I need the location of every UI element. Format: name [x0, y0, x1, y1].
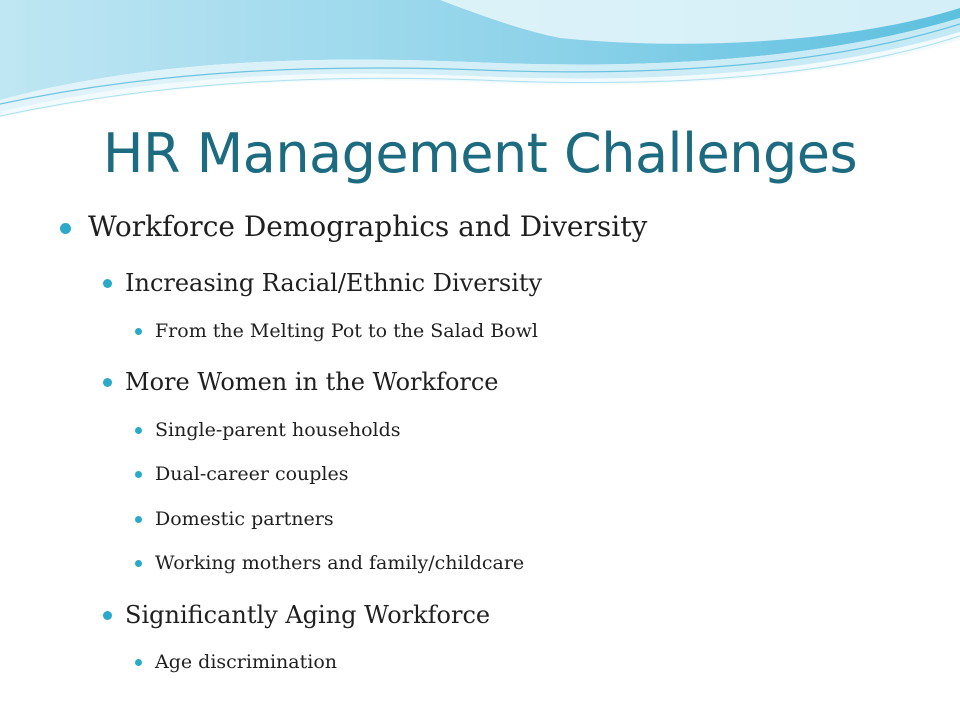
- bullet-dot-icon: [103, 279, 112, 288]
- bullet-text: Workforce Demographics and Diversity: [88, 210, 648, 243]
- slide-title: HR Management Challenges: [102, 122, 858, 185]
- bullet-workforce-demographics: [88, 209, 647, 245]
- bullet-melting-pot: [155, 318, 538, 344]
- bullet-working-mothers: [155, 550, 524, 576]
- bullet-aging-workforce: [125, 599, 490, 631]
- bullet-age-discrimination: [155, 649, 337, 675]
- bullet-text: Single-parent households: [155, 419, 401, 441]
- wave-header-decoration: [0, 0, 960, 130]
- bullet-dot-icon: [135, 328, 142, 335]
- bullet-single-parent: [155, 417, 401, 443]
- bullet-text: Domestic partners: [155, 508, 334, 530]
- bullet-text: From the Melting Pot to the Salad Bowl: [155, 320, 538, 342]
- bullet-text: Working mothers and family/childcare: [155, 552, 525, 574]
- bullet-text: Increasing Racial/Ethnic Diversity: [125, 269, 543, 297]
- bullet-dot-icon: [103, 378, 112, 387]
- bullet-dot-icon: [60, 223, 71, 234]
- bullet-dot-icon: [135, 516, 142, 523]
- bullet-text: More Women in the Workforce: [125, 368, 499, 396]
- bullet-racial-ethnic-diversity: [125, 267, 542, 299]
- bullet-women-in-workforce: [125, 366, 499, 398]
- bullet-domestic-partners: [155, 506, 334, 532]
- bullet-dot-icon: [135, 471, 142, 478]
- bullet-dot-icon: [135, 560, 142, 567]
- bullet-dot-icon: [103, 611, 112, 620]
- bullet-text: Dual-career couples: [155, 463, 349, 485]
- bullet-dual-career: [155, 461, 349, 487]
- bullet-text: Age discrimination: [155, 651, 338, 673]
- bullet-dot-icon: [135, 427, 142, 434]
- bullet-text: Significantly Aging Workforce: [125, 601, 491, 629]
- bullet-dot-icon: [135, 659, 142, 666]
